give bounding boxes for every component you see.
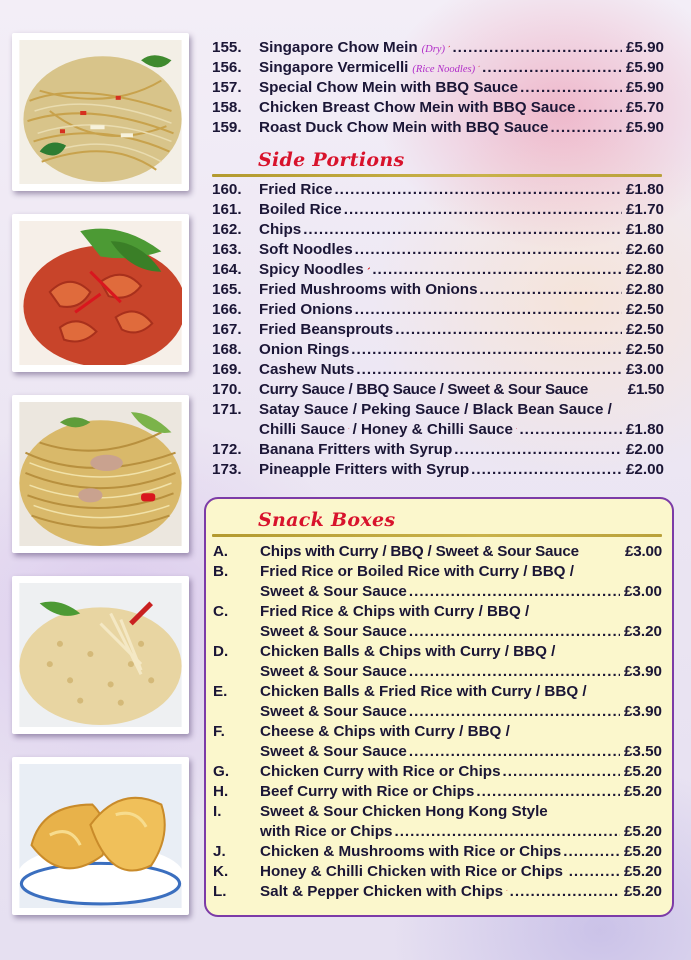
- item-number: 159.: [212, 119, 242, 136]
- item-note: (Dry): [421, 44, 445, 55]
- list-item: [212, 440, 664, 460]
- item-name: Chips: [259, 221, 302, 238]
- dish-photo-chow-mein: [12, 395, 189, 553]
- dot-leader: [372, 260, 622, 280]
- item-price: £3.20: [623, 623, 662, 640]
- item-number: 172.: [212, 441, 242, 458]
- list-item: [212, 400, 664, 420]
- item-price: £3.00: [624, 543, 662, 560]
- item-price: £1.80: [625, 421, 664, 438]
- item-price: £5.90: [625, 59, 664, 76]
- item-price: £3.90: [623, 663, 662, 680]
- item-name: Sweet & Sour Sauce: [260, 583, 407, 600]
- list-item: [213, 642, 662, 662]
- item-name: Sweet & Sour Sauce: [260, 703, 407, 720]
- item-name: Fried Mushrooms with Onions: [259, 281, 478, 298]
- dot-leader: [351, 340, 622, 360]
- item-price: £5.20: [623, 843, 662, 860]
- dot-leader: [476, 782, 620, 802]
- item-number: 160.: [212, 181, 242, 198]
- item-name: Boiled Rice: [259, 201, 342, 218]
- dot-leader: [503, 762, 620, 782]
- list-item: [212, 320, 664, 340]
- chili-icon: [448, 41, 450, 52]
- dot-leader: [510, 882, 620, 902]
- list-item: [212, 360, 664, 380]
- dish-photo-singapore-noodles: [12, 33, 189, 191]
- fritters-image: [19, 764, 182, 908]
- item-letter: A.: [213, 543, 228, 560]
- chow-mein-list: [212, 38, 664, 138]
- fried-rice-image: [19, 583, 182, 727]
- item-price: £5.20: [623, 883, 662, 900]
- dot-leader: [482, 58, 622, 78]
- snack-boxes-heading: Snack Boxes: [258, 509, 396, 531]
- item-number: 167.: [212, 321, 242, 338]
- item-number: 164.: [212, 261, 242, 278]
- list-item: [212, 200, 664, 220]
- dot-leader: [563, 842, 620, 862]
- item-name: Fried Rice & Chips with Curry / BBQ /: [260, 603, 530, 620]
- item-name: Salt & Pepper Chicken with Chips: [260, 883, 504, 900]
- dot-leader: [394, 822, 620, 842]
- item-price: £3.90: [623, 703, 662, 720]
- chow-mein-image: [19, 402, 182, 546]
- item-letter: I.: [213, 803, 222, 820]
- item-name: Soft Noodles: [259, 241, 353, 258]
- item-price: £1.80: [625, 221, 664, 238]
- item-name: Singapore Chow Mein: [259, 39, 418, 56]
- list-item: [212, 340, 664, 360]
- item-name: Chicken Balls & Chips with Curry / BBQ /: [260, 643, 556, 660]
- item-name: Honey & Chilli Chicken with Rice or Chips: [260, 863, 563, 880]
- item-name: Chicken Curry with Rice or Chips: [260, 763, 501, 780]
- list-item: [213, 722, 662, 742]
- list-item: [212, 460, 664, 480]
- chili-icon: [478, 61, 480, 72]
- list-item: [213, 862, 662, 882]
- prawn-curry-image: [19, 221, 182, 365]
- snack-boxes-rule: [212, 534, 662, 537]
- item-name: Cheese & Chips with Curry / BBQ /: [260, 723, 510, 740]
- item-name: Fried Rice or Boiled Rice with Curry / BBQ /: [260, 563, 574, 580]
- item-number: 170.: [212, 381, 242, 398]
- item-name: Banana Fritters with Syrup: [259, 441, 453, 458]
- item-number: 171.: [212, 401, 242, 418]
- dot-leader: [355, 240, 622, 260]
- item-letter: B.: [213, 563, 229, 580]
- item-number: 156.: [212, 59, 242, 76]
- chili-icon: [348, 423, 350, 434]
- item-name: Chilli Sauce: [259, 421, 346, 438]
- item-number: 155.: [212, 39, 242, 56]
- item-name: Beef Curry with Rice or Chips: [260, 783, 475, 800]
- item-number: 157.: [212, 79, 242, 96]
- item-price: £5.20: [623, 823, 662, 840]
- item-number: 163.: [212, 241, 242, 258]
- item-price: £2.00: [625, 461, 664, 478]
- list-item-continuation: [213, 582, 662, 602]
- list-item-continuation: [213, 742, 662, 762]
- item-name: Special Chow Mein with BBQ Sauce: [259, 79, 519, 96]
- list-item: [213, 782, 662, 802]
- chili-icon: [506, 885, 508, 896]
- item-letter: L.: [213, 883, 227, 900]
- item-name: Spicy Noodles: [259, 261, 364, 278]
- dot-leader: [520, 78, 622, 98]
- item-name: Onion Rings: [259, 341, 350, 358]
- item-letter: F.: [213, 723, 225, 740]
- item-letter: J.: [213, 843, 226, 860]
- item-name: Satay Sauce / Peking Sauce / Black Bean Sauce /: [259, 401, 612, 418]
- item-price: £1.80: [625, 181, 664, 198]
- dot-leader: [550, 118, 622, 138]
- item-price: £1.50: [627, 381, 664, 398]
- item-price: £2.50: [625, 301, 664, 318]
- dot-leader: [519, 420, 622, 440]
- dot-leader: [454, 440, 622, 460]
- item-price: £5.70: [625, 99, 664, 116]
- list-item: [213, 542, 662, 562]
- item-number: 169.: [212, 361, 242, 378]
- item-number: 168.: [212, 341, 242, 358]
- item-price: £5.20: [623, 763, 662, 780]
- dot-leader: [409, 742, 620, 762]
- side-portions-heading: Side Portions: [258, 149, 405, 171]
- list-item: [212, 380, 664, 400]
- item-price: £5.90: [625, 79, 664, 96]
- snack-boxes-list: [213, 542, 662, 902]
- item-price: £2.60: [625, 241, 664, 258]
- item-name: Sweet & Sour Sauce: [260, 663, 407, 680]
- item-price: £3.50: [623, 743, 662, 760]
- item-number: 158.: [212, 99, 242, 116]
- list-item: [213, 562, 662, 582]
- item-name: Chicken & Mushrooms with Rice or Chips: [260, 843, 562, 860]
- dish-photo-king-prawn-curry: [12, 214, 189, 372]
- item-letter: C.: [213, 603, 229, 620]
- item-name: / Honey & Chilli Sauce: [352, 421, 513, 438]
- chili-icon: [566, 865, 567, 876]
- item-name: Sweet & Sour Sauce: [260, 623, 407, 640]
- list-item: [212, 98, 664, 118]
- item-price: £2.80: [625, 281, 664, 298]
- item-letter: K.: [213, 863, 229, 880]
- item-price: £3.00: [623, 583, 662, 600]
- item-letter: G.: [213, 763, 230, 780]
- dot-leader: [303, 220, 622, 240]
- item-name: Fried Rice: [259, 181, 333, 198]
- item-number: 166.: [212, 301, 242, 318]
- list-item: [212, 280, 664, 300]
- noodles-image: [19, 40, 182, 184]
- item-number: 173.: [212, 461, 242, 478]
- list-item-continuation: [213, 622, 662, 642]
- list-item: [213, 802, 662, 822]
- dot-leader: [471, 460, 622, 480]
- item-price: £2.80: [625, 261, 664, 278]
- chili-icon: [516, 423, 518, 434]
- item-name: Chicken Breast Chow Mein with BBQ Sauce: [259, 99, 576, 116]
- list-item: [212, 38, 664, 58]
- item-name: Chips with Curry / BBQ / Sweet & Sour Sauce: [260, 543, 579, 560]
- item-name: Roast Duck Chow Mein with BBQ Sauce: [259, 119, 549, 136]
- item-price: £2.50: [625, 321, 664, 338]
- list-item: [212, 180, 664, 200]
- item-name: Cashew Nuts: [259, 361, 355, 378]
- list-item: [212, 300, 664, 320]
- list-item: [212, 78, 664, 98]
- list-item: [212, 220, 664, 240]
- dot-leader: [577, 98, 622, 118]
- dot-leader: [409, 582, 620, 602]
- item-price: £1.70: [625, 201, 664, 218]
- item-price: £2.50: [625, 341, 664, 358]
- list-item-continuation: [213, 662, 662, 682]
- item-name: Pineapple Fritters with Syrup: [259, 461, 470, 478]
- item-letter: H.: [213, 783, 229, 800]
- list-item: [212, 118, 664, 138]
- list-item: [213, 682, 662, 702]
- dot-leader: [409, 662, 620, 682]
- dot-leader: [409, 702, 620, 722]
- dot-leader: [409, 622, 620, 642]
- item-name: Chicken Balls & Fried Rice with Curry / BBQ /: [260, 683, 587, 700]
- dot-leader: [334, 180, 622, 200]
- list-item: [213, 602, 662, 622]
- dot-leader: [356, 360, 622, 380]
- item-name: Fried Beansprouts: [259, 321, 394, 338]
- side-portions-rule: [212, 174, 662, 177]
- item-price: £5.20: [623, 783, 662, 800]
- item-number: 161.: [212, 201, 242, 218]
- item-letter: D.: [213, 643, 229, 660]
- item-name: with Rice or Chips: [260, 823, 393, 840]
- item-name: Fried Onions: [259, 301, 353, 318]
- item-price: £5.90: [625, 39, 664, 56]
- dot-leader: [395, 320, 622, 340]
- item-price: £2.00: [625, 441, 664, 458]
- item-name: Sweet & Sour Chicken Hong Kong Style: [260, 803, 548, 820]
- item-number: 162.: [212, 221, 242, 238]
- list-item: [212, 240, 664, 260]
- item-price: £5.20: [623, 863, 662, 880]
- chili-icon: [367, 263, 371, 274]
- item-letter: E.: [213, 683, 228, 700]
- list-item: [213, 762, 662, 782]
- side-portions-list: [212, 180, 664, 480]
- dot-leader: [355, 300, 622, 320]
- list-item-continuation: [213, 822, 662, 842]
- list-item-continuation: [213, 702, 662, 722]
- dot-leader: [480, 280, 622, 300]
- item-name: Singapore Vermicelli: [259, 59, 409, 76]
- list-item-continuation: [212, 420, 664, 440]
- dot-leader: [344, 200, 622, 220]
- item-note: (Rice Noodles): [412, 64, 476, 75]
- list-item: [212, 58, 664, 78]
- item-price: £3.00: [625, 361, 664, 378]
- list-item: [212, 260, 664, 280]
- item-name: Curry Sauce / BBQ Sauce / Sweet & Sour Sauce: [259, 381, 588, 398]
- dot-leader: [569, 862, 620, 882]
- item-price: £5.90: [625, 119, 664, 136]
- item-name: Sweet & Sour Sauce: [260, 743, 407, 760]
- dish-photo-fried-rice: [12, 576, 189, 734]
- list-item: [213, 882, 662, 902]
- dot-leader: [452, 38, 622, 58]
- list-item: [213, 842, 662, 862]
- dish-photo-fritters: [12, 757, 189, 915]
- item-number: 165.: [212, 281, 242, 298]
